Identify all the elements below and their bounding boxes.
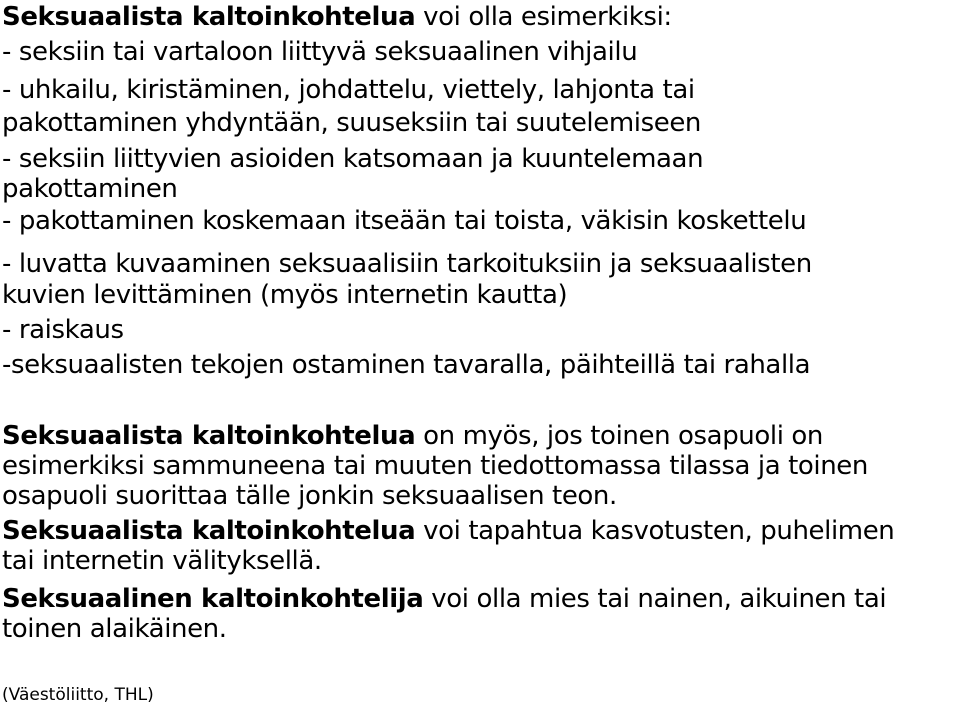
intro-text: voi olla esimerkiksi: (415, 2, 672, 32)
para1-term: Seksuaalista kaltoinkohtelua (2, 421, 416, 451)
example-line-8: kuvien levittäminen (myös internetin kautta) (2, 280, 568, 310)
para3-text: voi olla mies tai nainen, aikuinen tai (423, 584, 887, 614)
example-line-9: - raiskaus (2, 315, 124, 345)
para2-line-1 (2, 516, 894, 546)
intro-line (2, 2, 672, 32)
para1-line-1 (2, 421, 823, 451)
para3-line-1 (2, 584, 886, 614)
para2-text: voi tapahtua kasvotusten, puhelimen (415, 516, 895, 546)
example-line-6: - pakottaminen koskemaan itseään tai toista, väkisin koskettelu (2, 206, 807, 236)
para1-line-2: esimerkiksi sammuneena tai muuten tiedottomassa tilassa ja toinen (2, 451, 868, 481)
para2-line-2: tai internetin välityksellä. (2, 546, 322, 576)
example-line-10: -seksuaalisten tekojen ostaminen tavaralla, päihteillä tai rahalla (2, 350, 811, 380)
source-citation: (Väestöliitto, THL) (2, 685, 154, 705)
example-line-2: - uhkailu, kiristäminen, johdattelu, viettely, lahjonta tai (2, 75, 695, 105)
para1-text: on myös, jos toinen osapuoli on (415, 421, 823, 451)
para2-term: Seksuaalista kaltoinkohtelua (2, 516, 416, 546)
para1-line-3: osapuoli suorittaa tälle jonkin seksuaalisen teon. (2, 481, 617, 511)
example-line-1: - seksiin tai vartaloon liittyvä seksuaalinen vihjailu (2, 37, 638, 67)
example-line-4: - seksiin liittyvien asioiden katsomaan ja kuuntelemaan (2, 144, 704, 174)
example-line-5: pakottaminen (2, 174, 178, 204)
para3-line-2: toinen alaikäinen. (2, 614, 227, 644)
intro-term: Seksuaalista kaltoinkohtelua (2, 2, 416, 32)
example-line-7: - luvatta kuvaaminen seksuaalisiin tarkoituksiin ja seksuaalisten (2, 249, 812, 279)
example-line-3: pakottaminen yhdyntään, suuseksiin tai suutelemiseen (2, 108, 701, 138)
para3-term: Seksuaalinen kaltoinkohtelija (2, 584, 424, 614)
